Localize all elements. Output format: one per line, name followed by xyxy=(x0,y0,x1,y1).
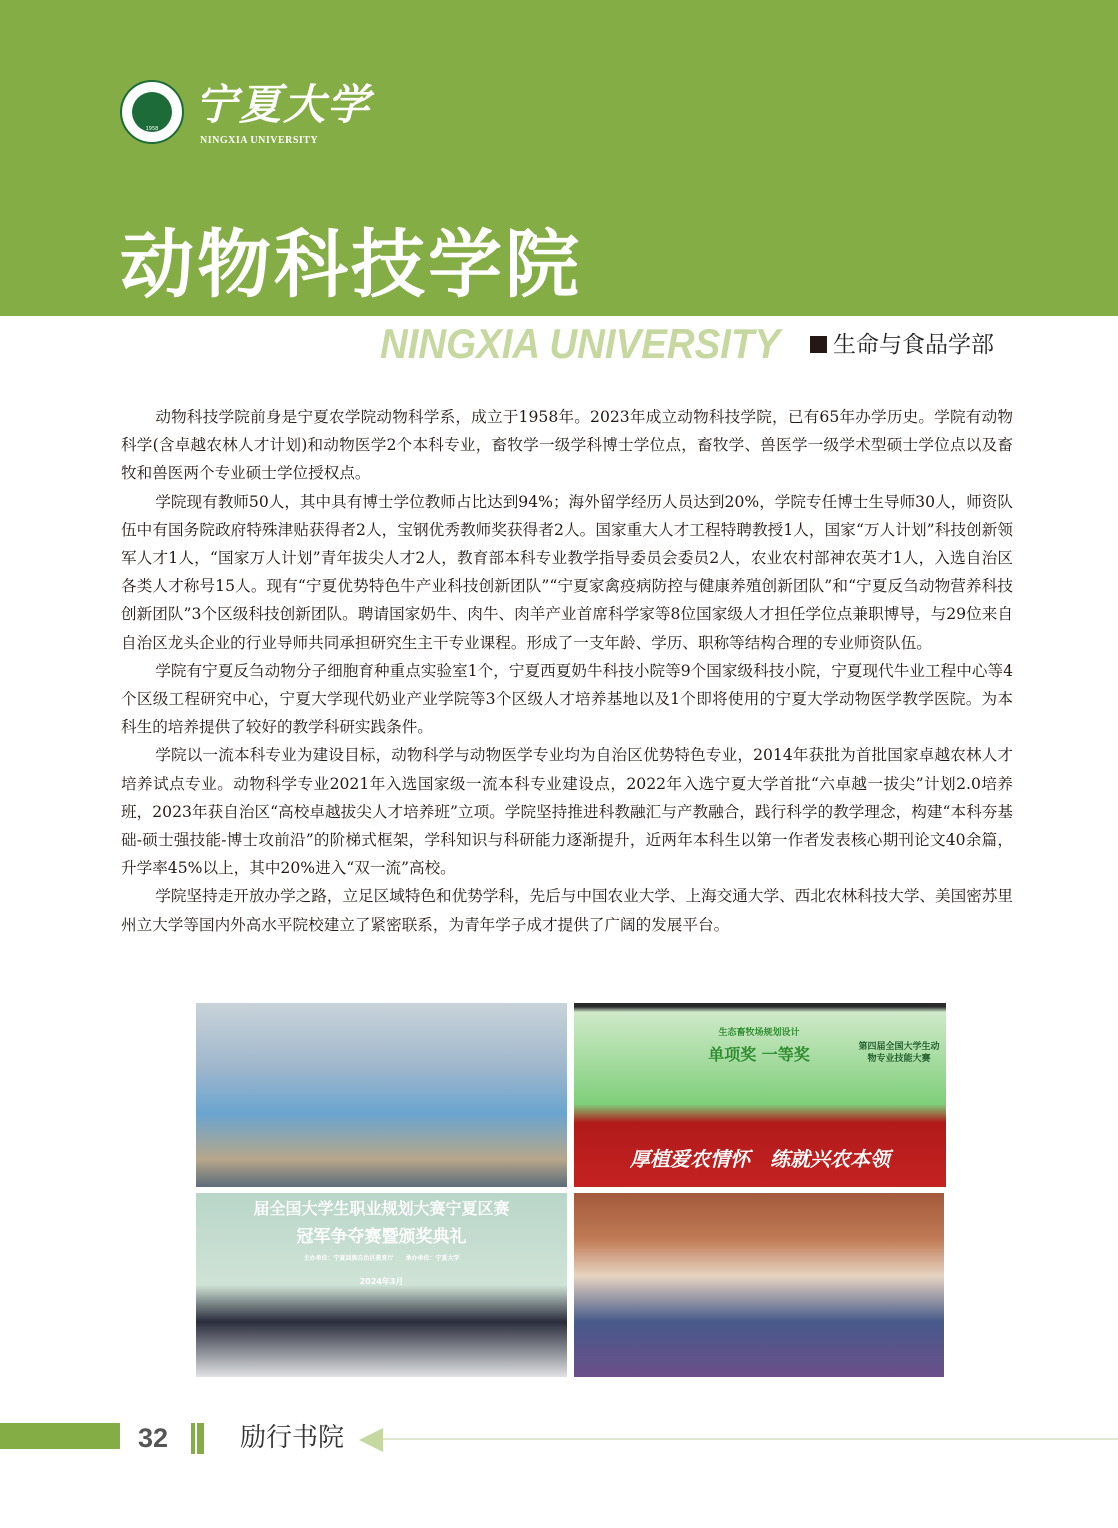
arrow-left-icon xyxy=(359,1428,383,1452)
square-bullet-icon xyxy=(810,336,827,353)
paragraph: 学院有宁夏反刍动物分子细胞育种重点实验室1个，宁夏西夏奶牛科技小院等9个国家级科技小院，宁夏现代牛业工程中心等4个区级工程研究中心，宁夏大学现代奶业产业学院等3个区级人才培养基地以及1个即将使用的宁夏大学动物医学教学医院。为本科生的培养提供了较好的教学科研实践条件。 xyxy=(121,661,1013,737)
paragraph: 学院现有教师50人，其中具有博士学位教师占比达到94%；海外留学经历人员达到20%，学院专任博士生导师30人，师资队伍中有国务院政府特殊津贴获得者2人，宝钢优秀教师奖获得者2人。国家重大人才工程特聘教授1人，国家“万人计划”科技创新领军人才1人，“国家万人计划”青年拔尖人才2人，教育部本科专业教学指导委员会委员2人，农业农村部神农英才1人，入选自治区各类人才称号15人。现有“宁夏优势特色牛产业科技创新团队”“宁夏家禽疫病防控与健康养殖创新团队”和“宁夏反刍动物营养科技创新团队”3个区级科技创新团队。聘请国家奶牛、肉牛、肉羊产业首席科学家等8位国家级人才担任学位点兼职博导，与29位来自自治区龙头企业的行业导师共同承担研究生主干专业课程。形成了一支年龄、学历、职称等结构合理的专业师资队伍。 xyxy=(121,492,1014,652)
page-number: 32 xyxy=(138,1423,169,1453)
english-wordmark-text: NINGXIA UNIVERSITY xyxy=(380,320,784,367)
stage-slogan: 厚植爱农情怀 练就兴农本领 xyxy=(630,1147,890,1171)
logo-chinese-name: 宁夏大学 xyxy=(195,80,372,129)
university-seal-icon xyxy=(120,80,184,144)
photo-exchange-group xyxy=(574,1193,944,1377)
photo-ceremony xyxy=(196,1193,567,1377)
award-subtitle: 生态畜牧场规划设计 xyxy=(718,1028,800,1038)
photo-lab-group xyxy=(196,1003,567,1187)
divider xyxy=(197,1423,204,1454)
photo-award-stage xyxy=(574,1003,946,1187)
english-wordmark xyxy=(380,318,790,366)
ceremony-line2: 冠军争夺赛暨颁奖典礼 xyxy=(296,1227,467,1247)
logo-english-name: NINGXIA UNIVERSITY xyxy=(200,135,319,146)
header-banner xyxy=(0,0,1118,316)
paragraph: 学院以一流本科专业为建设目标，动物科学与动物医学专业均为自治区优势特色专业，2014年获批为首批国家卓越农林人才培养试点专业。动物科学专业2021年入选国家级一流本科专业建设点，2022年入选宁夏大学首批“六卓越一拔尖”计划2.0培养班，2023年获自治区“高校卓越拔尖人才培养班”立项。学院坚持推进科教融汇与产教融合，践行科学的教学理念，构建“本科夯基础-硕士强技能-博士攻前沿”的阶梯式框架，学科知识与科研能力逐渐提升，近两年本科生以第一作者发表核心期刊论文40余篇，升学率45%以上，其中20%进入“双一流”高校。 xyxy=(121,746,1013,878)
university-logo xyxy=(120,80,372,150)
department-name: 生命与食品学部 xyxy=(833,332,994,358)
paragraph: 学院坚持走开放办学之路，立足区域特色和优势学科，先后与中国农业大学、上海交通大学、西北农林科技大学、美国密苏里州立大学等国内外高水平院校建立了紧密联系，为青年学子成才提供了广阔的发展平台。 xyxy=(121,887,1013,934)
department-label xyxy=(810,330,994,360)
divider xyxy=(191,1423,195,1454)
page-title: 动物科技学院 xyxy=(120,222,582,308)
footer-section-title: 励行书院 xyxy=(240,1423,345,1453)
seal-year: 1958 xyxy=(145,126,159,132)
article-body xyxy=(121,403,1013,939)
ceremony-line1: 届全国大学生职业规划大赛宁夏区赛 xyxy=(253,1199,510,1218)
award-title: 单项奖 一等奖 xyxy=(708,1045,810,1064)
footer-bar-line xyxy=(0,1449,120,1451)
footer-line xyxy=(383,1438,1118,1440)
ceremony-organizers: 主办单位：宁夏回族自治区教育厅 承办单位：宁夏大学 xyxy=(303,1255,460,1262)
paragraph: 动物科技学院前身是宁夏农学院动物科学系，成立于1958年。2023年成立动物科技学院，已有65年办学历史。学院有动物科学(含卓越农林人才计划)和动物医学2个本科专业，畜牧学一级学科博士学位点，畜牧学、兽医学一级学术型硕士学位点以及畜牧和兽医两个专业硕士学位授权点。 xyxy=(121,408,1013,483)
contest-name: 第四届全国大学生动物专业技能大赛 xyxy=(858,1042,940,1064)
ceremony-date: 2024年3月 xyxy=(359,1277,404,1286)
footer-bar xyxy=(0,1423,120,1450)
